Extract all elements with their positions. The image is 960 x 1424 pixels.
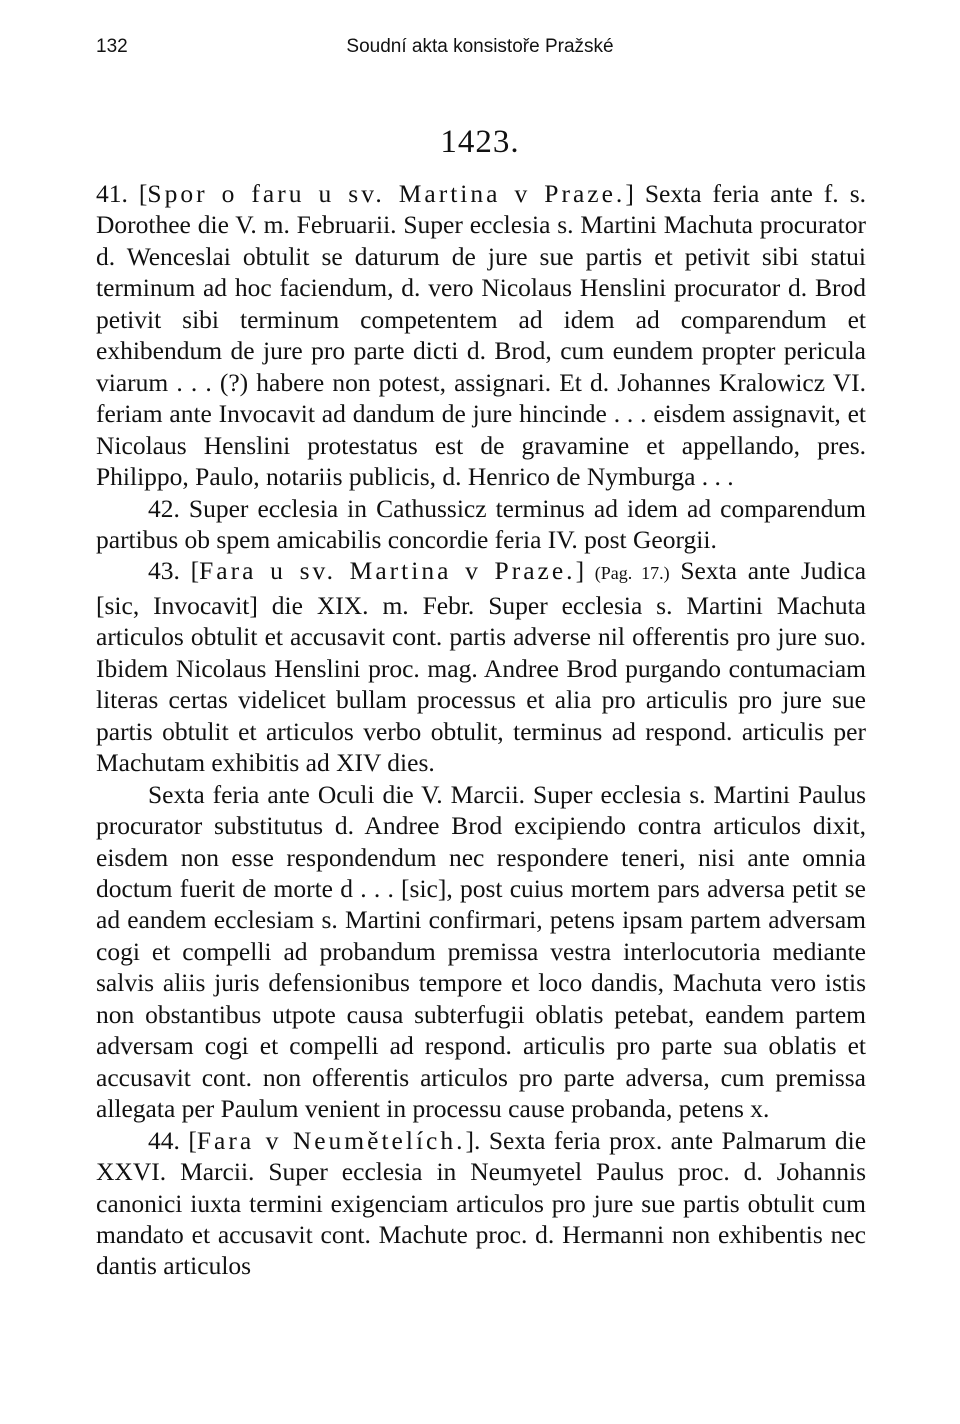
entry-42 [96, 493, 866, 556]
entry-43 [96, 555, 866, 778]
bracket-open: [ [188, 1125, 197, 1155]
page-reference: (Pag. 17.) [594, 563, 670, 584]
bracket-open: [ [138, 179, 148, 208]
entry-title: Fara v Neumětelích. [196, 1125, 466, 1155]
entry-43-continuation [96, 779, 866, 1125]
entry-title: Fara u sv. Martina v Praze. [199, 556, 576, 586]
running-title: Soudní akta konsistoře Pražské [346, 36, 614, 57]
bracket-close: ] [575, 556, 585, 586]
document-body [96, 178, 866, 1282]
entry-44 [96, 1125, 866, 1282]
entry-number: 44. [148, 1125, 180, 1155]
bracket-open: [ [190, 556, 200, 586]
entry-text: Super ecclesia in Cathussicz terminus ad idem ad comparendum partibus ob spem amicabilis concordie feria IV. post Georgii. [96, 493, 866, 554]
running-head [96, 36, 864, 66]
entry-text: Sexta feria ante Oculi die V. Marcii. Super ecclesia s. Martini Paulus procurator substitutus d. Andree Brod excipiendo contra articulos dixit, eisdem non esse respondendum nec respondere teneri, nisi ante omnia doctum fuerit de morte d . . . [sic], post cuius mortem pars adversa petit se ad eandem ecclesiam s. Martini confirmari, petens ipsam partem adversam cogi et compelli ad probandum premissa vestra interlocutoria mediante salvis aliis juris defensionibus tempore et loco dandis, Machuta vero istis non obstantibus utpote causa subterfugii oblatis petebat, eandem partem adversam cogi et compelli ad respond. articulis pro parte sua oblatis et accusavit cont. non offerentis articulos pro parte adversa, cum premissa allegata per Paulum venient in processu cause probanda, petens x. [96, 779, 866, 1124]
entry-text: Sexta feria ante f. s. Dorothee die V. m. Februarii. Super ecclesia s. Martini Machuta procurator d. Wenceslai obtulit se daturum de jure sue partis et petivit sibi statui terminum ad hoc faciendum, d. vero Nicolaus Henslini procurator d. Brod petivit sibi terminum competentem ad idem ad comparendum et exhibendum de jure pro parte dicti d. Brod, cum eundem propter pericula viarum . . . (?) habere non potest, assignari. Et d. Johannes Kralowicz VI. feriam ante Invocavit ad dandum de jure hincinde . . . eisdem assignavit, et Nicolaus Henslini protestatus est de gravamine et appellando, pres. Philippo, Paulo, notariis publicis, d. Henrico de Nymburga . . . [96, 179, 867, 492]
entry-number: 41. [96, 179, 128, 208]
entry-number: 43. [148, 556, 180, 586]
bracket-close: ] [625, 179, 634, 208]
entry-number: 42. [148, 493, 180, 523]
entry-title: Spor o faru u sv. Martina v Praze. [147, 179, 626, 208]
page-number: 132 [96, 36, 128, 57]
bracket-close: ]. [465, 1125, 481, 1155]
entry-text: Sexta ante Judica [sic, Invocavit] die XIX. m. Febr. Super ecclesia s. Martini Machuta articulos obtulit et accusavit cont. partis adverse nil offerentis pro jure suo. Ibidem Nicolaus Henslini proc. mag. Andree Brod purgando contumaciam literas certas videlicet bullam processus et alia pro articulis pro jure sue partis obtulit et articulos verbo obtulit, terminus ad respond. articulis per Machutam exhibitis ad XIV dies. [96, 556, 867, 778]
year-heading: 1423. [440, 124, 520, 160]
entry-text: Sexta feria prox. ante Palmarum die XXVI. Marcii. Super ecclesia in Neumyetel Paulus proc. d. Johannis canonici iuxta termini exigenciam articulos pro jure sue partis obtulit cum mandato et accusavit cont. Machute proc. d. Hermanni non exhibentis nec dantis articulos [96, 1125, 867, 1281]
entry-41 [96, 178, 866, 493]
